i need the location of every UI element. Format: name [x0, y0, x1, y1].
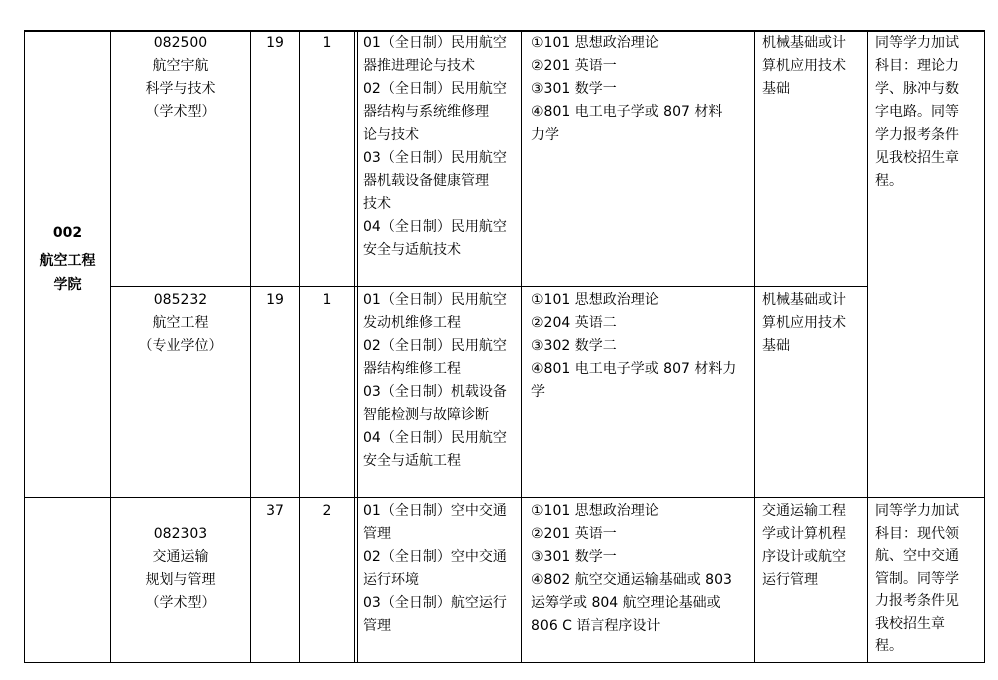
row3-exam-subjects: ①101 思想政治理论 ②201 英语一 ③301 数学一 ④802 航空交通运输基础或 803 运筹学或 804 航空理论基础或 806 C 语言程序设计: [531, 503, 732, 634]
row2-directions: 01（全日制）民用航空 发动机维修工程 02（全日制）民用航空 器结构维修工程 03（全日制）机载设备 智能检测与故障诊断 04（全日制）民用航空 安全与适航工程: [363, 292, 507, 469]
row1-directions: 01（全日制）民用航空 器推进理论与技术 02（全日制）民用航空 器结构与系统维修理 论与技术 03（全日制）民用航空 器机载设备健康管理 技术 04（全日制）民用航空 安全与适航技术: [363, 35, 507, 258]
note-2: 同等学力加试 科目：现代领 航、空中交通 管制。同等学 力报考条件见 我校招生章 程。: [875, 503, 959, 654]
row1-exempt: 1: [322, 35, 332, 51]
college-name-line-2: 学院: [53, 277, 82, 293]
row2-enroll: 19: [266, 292, 284, 308]
row-divider-2: [24, 497, 985, 498]
row1-enroll: 19: [266, 35, 284, 51]
col-border-5: [521, 30, 522, 663]
col-border-8: [984, 30, 985, 663]
col-border-6: [754, 30, 755, 663]
col-border-4b: [357, 30, 358, 663]
row2-retest: 机械基础或计 算机应用技术 基础: [762, 292, 846, 354]
row3-enroll: 37: [266, 503, 284, 519]
row3-directions: 01（全日制）空中交通 管理 02（全日制）空中交通 运行环境 03（全日制）航空运行 管理: [363, 503, 507, 634]
row2-exempt: 1: [322, 292, 332, 308]
table-bottom-border: [24, 662, 985, 663]
note-1: 同等学力加试 科目：理论力 学、脉冲与数 字电路。同等 学力报考条件 见我校招生章 程。: [875, 35, 959, 189]
row3-exempt: 2: [322, 503, 332, 519]
col-border-0: [24, 30, 25, 663]
row2-major: 085232 航空工程 （专业学位）: [138, 292, 223, 354]
row3-major: 082303 交通运输 规划与管理 （学术型）: [145, 526, 216, 611]
row3-retest: 交通运输工程 学或计算机程 序设计或航空 运行管理: [762, 503, 846, 588]
col-border-7: [867, 30, 868, 663]
college-cell: [25, 218, 110, 296]
row1-exam-subjects: ①101 思想政治理论 ②201 英语一 ③301 数学一 ④801 电工电子学或 807 材料 力学: [531, 35, 723, 143]
row1-retest: 机械基础或计 算机应用技术 基础: [762, 35, 846, 97]
row2-exam-subjects: ①101 思想政治理论 ②204 英语二 ③302 数学二 ④801 电工电子学或 807 材料力 学: [531, 292, 737, 400]
col-border-4: [354, 30, 355, 663]
col-border-3: [299, 30, 300, 663]
college-name-line-1: 航空工程: [39, 253, 96, 269]
col-border-2: [250, 30, 251, 663]
row1-major: 082500 航空宇航 科学与技术 （学术型）: [145, 35, 216, 120]
college-code: 002: [52, 225, 83, 241]
